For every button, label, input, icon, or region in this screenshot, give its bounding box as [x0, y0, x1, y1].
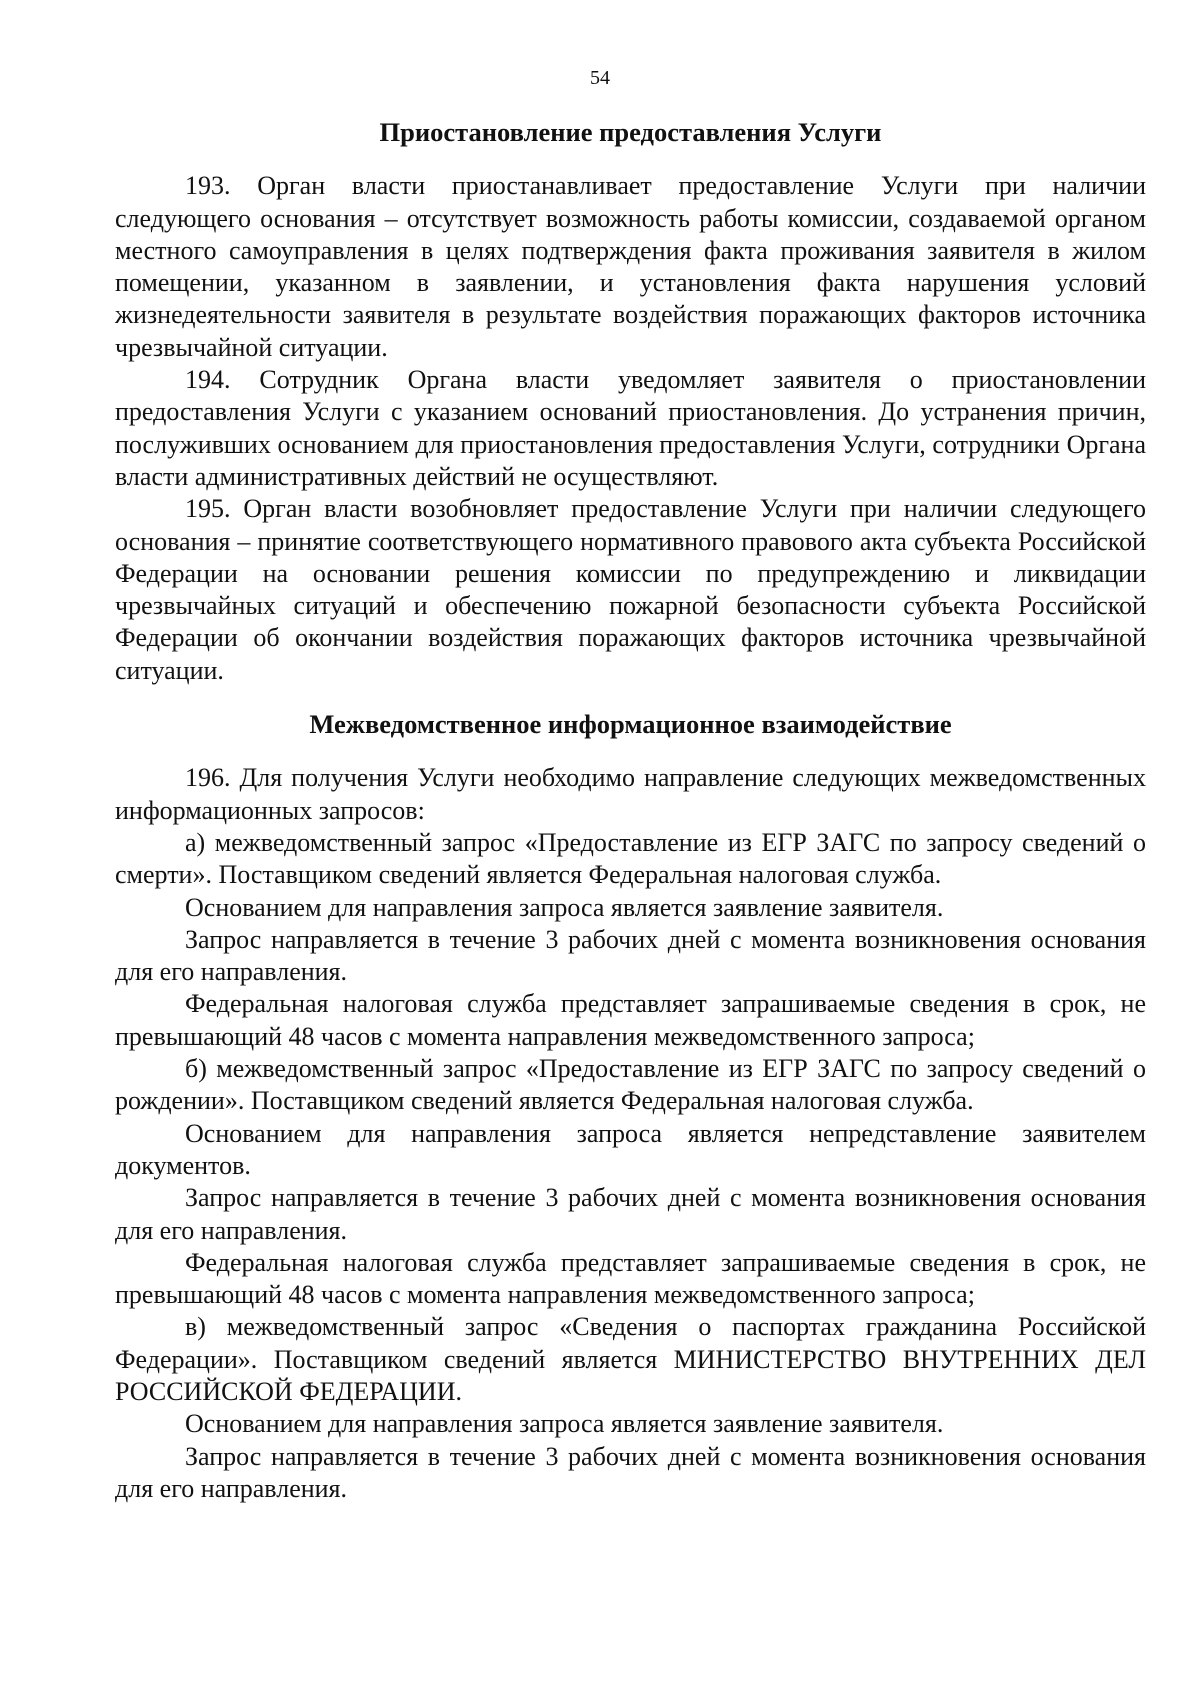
list-item-v: в) межведомственный запрос «Сведения о паспортах гражданина Российской Федерации». Поставщиком сведений является МИНИСТЕРСТВО ВНУТРЕННИХ ДЕЛ РОССИЙСКОЙ ФЕДЕРАЦИИ. — [115, 1312, 1146, 1406]
paragraph: Основанием для направления запроса является заявление заявителя. — [185, 1409, 944, 1439]
paragraph-193: 193. Орган власти приостанавливает предоставление Услуги при наличии следующего основания – отсутствует возможность работы комиссии, создаваемой органом местного самоуправления в целях подтверждения факта проживания заявителя в жилом помещении, указанном в заявлении, и установления факта нарушения условий жизнедеятельности заявителя в результате воздействия поражающих факторов источника чрезвычайной ситуации. — [115, 171, 1146, 362]
paragraph-195: 195. Орган власти возобновляет предоставление Услуги при наличии следующего основания – принятие соответствующего нормативного правового акта субъекта Российской Федерации на основании решения комиссии по предупреждению и ликвидации чрезвычайных ситуаций и обеспечению пожарной безопасности субъекта Российской Федерации об окончании воздействия поражающих факторов источника чрезвычайной ситуации. — [115, 494, 1146, 685]
paragraph: Запрос направляется в течение 3 рабочих дней с момента возникновения основания для его направления. — [115, 1183, 1146, 1245]
list-item-a: а) межведомственный запрос «Предоставление из ЕГР ЗАГС по запросу сведений о смерти». Поставщиком сведений является Федеральная налоговая служба. — [115, 827, 1146, 890]
section-title-interagency: Межведомственное информационное взаимодействие — [309, 709, 952, 740]
paragraph: Федеральная налоговая служба представляет запрашиваемые сведения в срок, не превышающий 48 часов с момента направления межведомственного запроса; — [115, 989, 1146, 1051]
paragraph-196: 196. Для получения Услуги необходимо направление следующих межведомственных информационных запросов: — [115, 763, 1146, 825]
list-item-b: б) межведомственный запрос «Предоставление из ЕГР ЗАГС по запросу сведений о рождении». Поставщиком сведений является Федеральная налоговая служба. — [115, 1054, 1146, 1116]
paragraph: Запрос направляется в течение 3 рабочих дней с момента возникновения основания для его направления. — [115, 924, 1146, 987]
section-title-suspension: Приостановление предоставления Услуги — [379, 117, 882, 147]
paragraph-194: 194. Сотрудник Органа власти уведомляет заявителя о приостановлении предоставления Услуги с указанием оснований приостановления. До устранения причин, послуживших основанием для приостановления предоставления Услуги, сотрудники Органа власти административных действий не осуществляют. — [115, 365, 1146, 491]
page-number: 54 — [590, 67, 610, 89]
paragraph: Основанием для направления запроса является заявление заявителя. — [185, 892, 944, 922]
paragraph: Основанием для направления запроса является непредставление заявителем документов. — [115, 1118, 1146, 1180]
page-content — [115, 116, 1146, 1505]
paragraph: Федеральная налоговая служба представляет запрашиваемые сведения в срок, не превышающий 48 часов с момента направления межведомственного запроса; — [115, 1247, 1146, 1310]
paragraph: Запрос направляется в течение 3 рабочих дней с момента возникновения основания для его направления. — [115, 1441, 1146, 1503]
